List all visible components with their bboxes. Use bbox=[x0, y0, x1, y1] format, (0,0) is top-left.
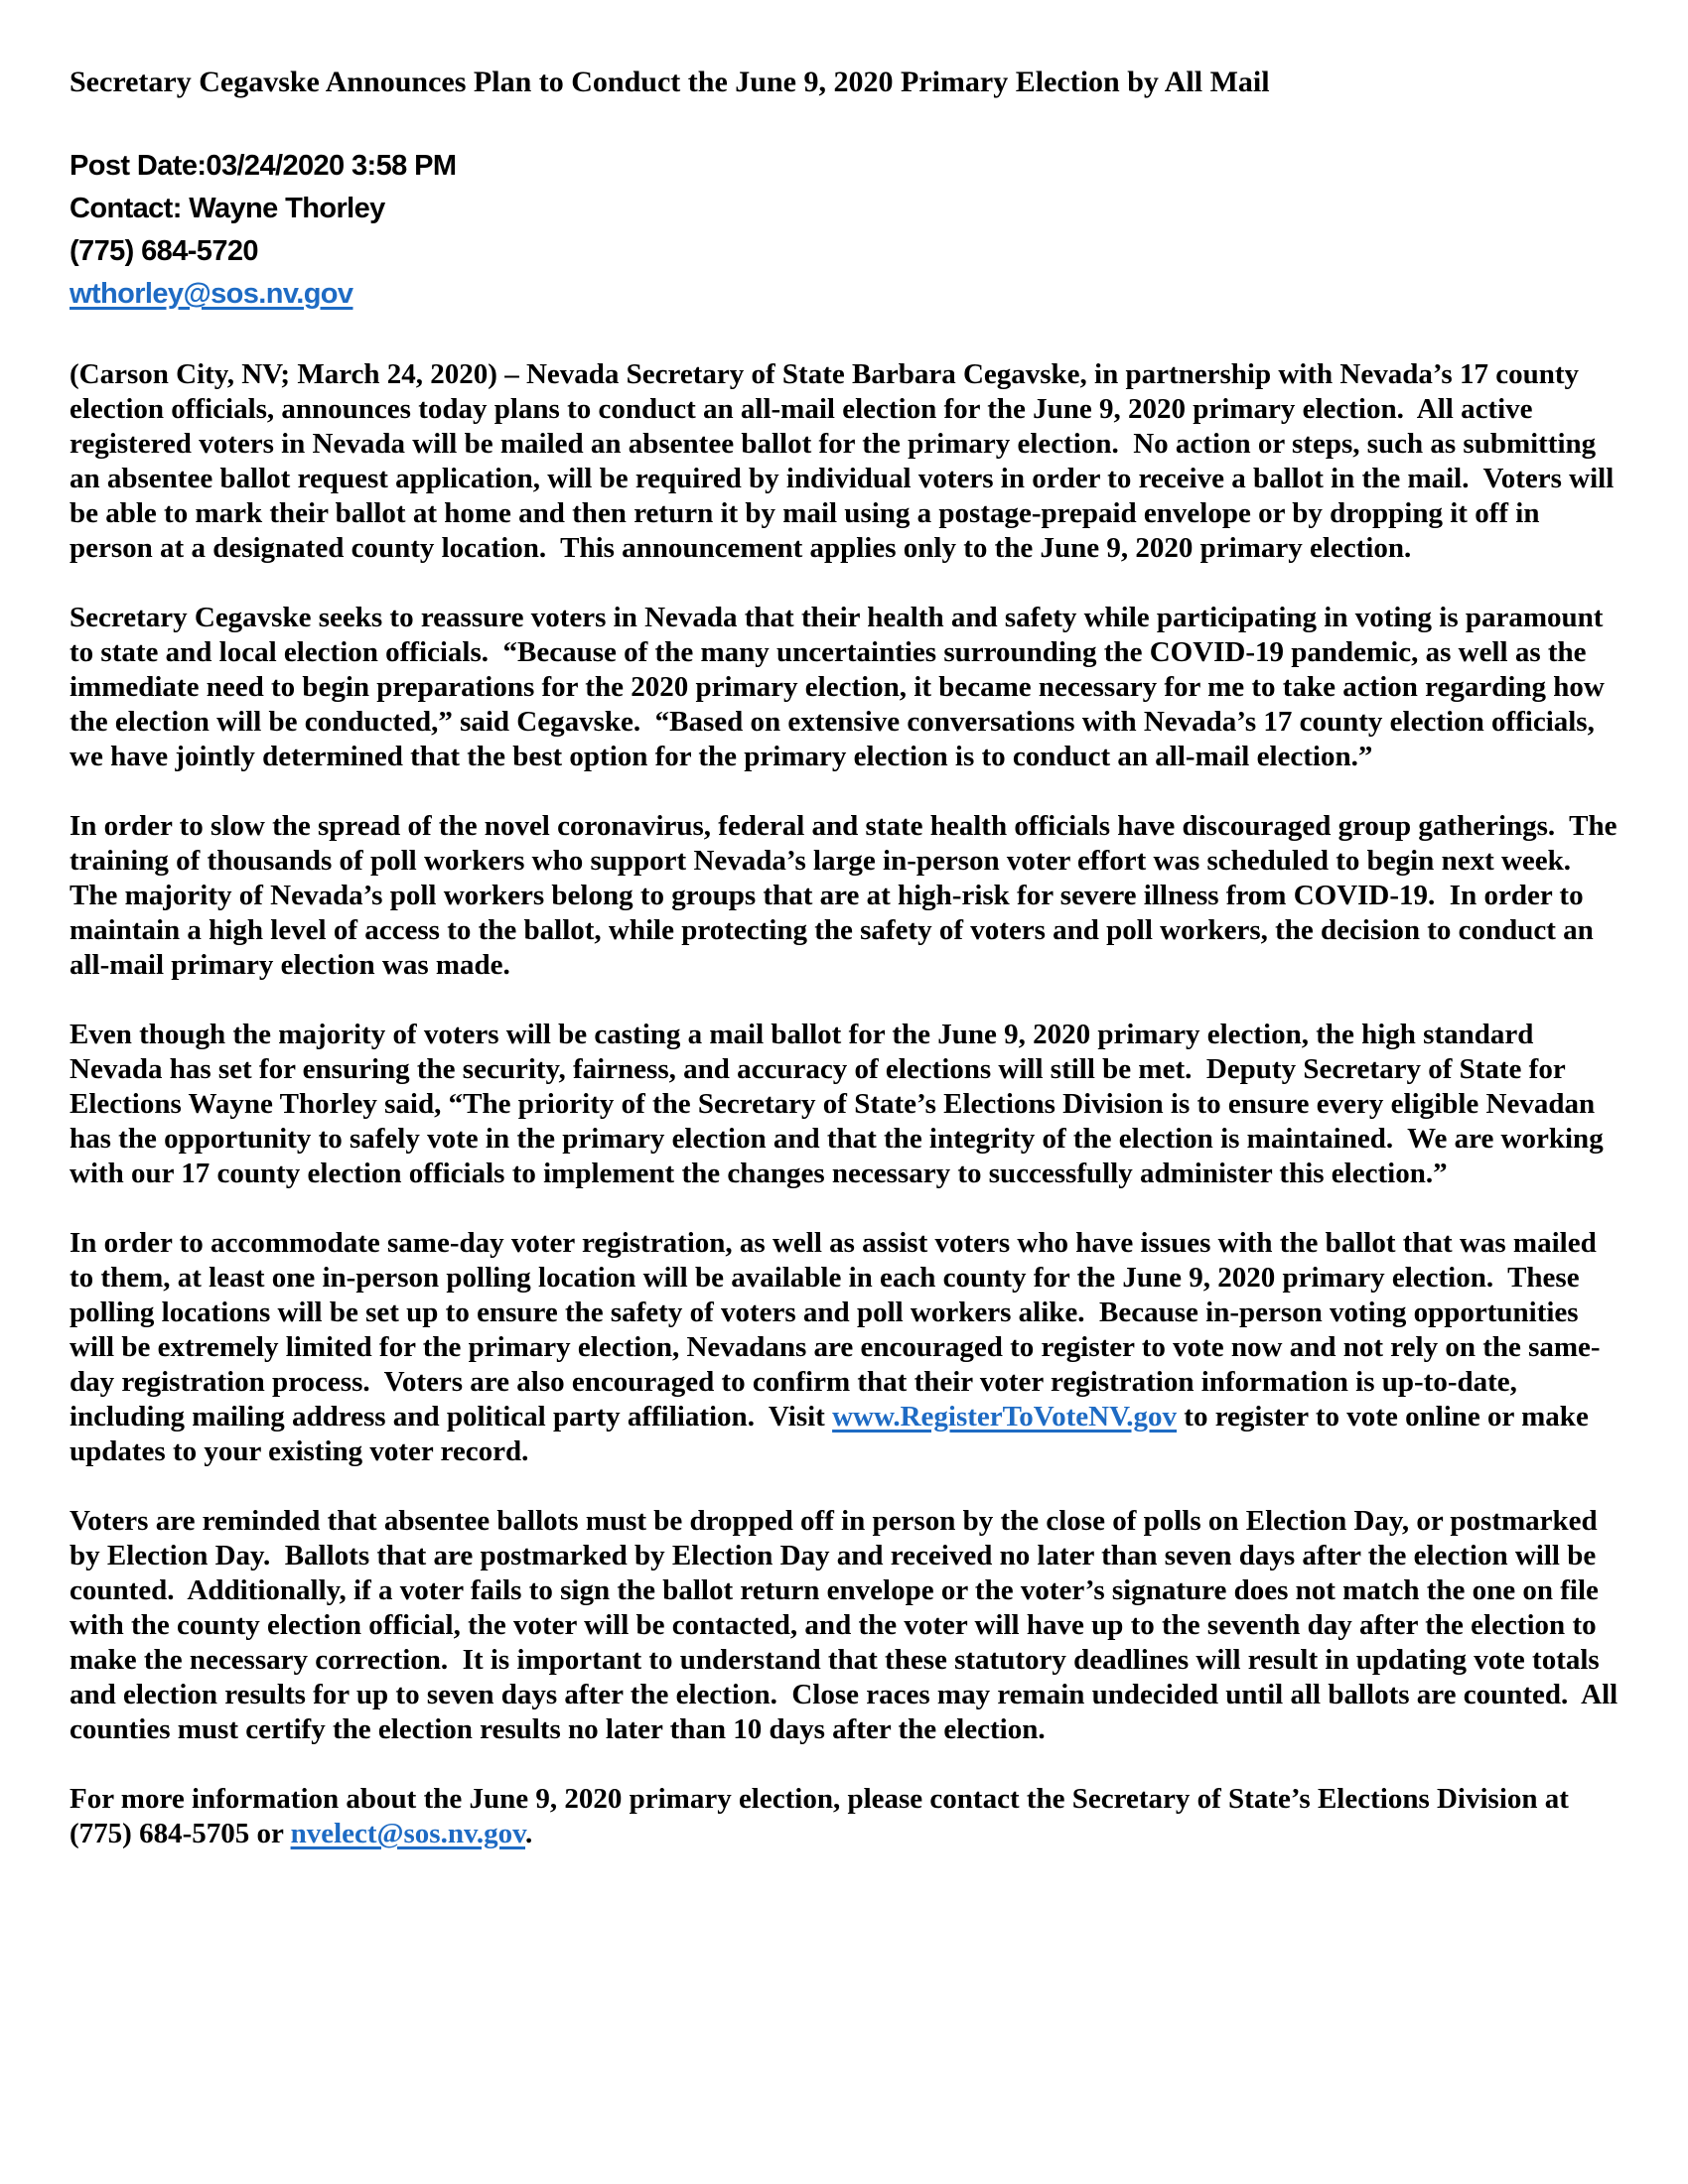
paragraph-reassurance-quote bbox=[70, 601, 1618, 774]
contact-name: Contact: Wayne Thorley bbox=[70, 193, 385, 224]
elections-email-link[interactable]: nvelect@sos.nv.gov bbox=[290, 1818, 526, 1849]
paragraph-registration-info bbox=[70, 1226, 1618, 1469]
paragraph-coronavirus-rationale bbox=[70, 809, 1624, 983]
paragraph-announcement bbox=[70, 357, 1621, 566]
post-date: Post Date:03/24/2020 3:58 PM bbox=[70, 150, 457, 182]
paragraph-more-information bbox=[70, 1782, 1618, 1851]
paragraph-ballot-deadlines bbox=[70, 1504, 1625, 1747]
paragraph-text: In order to accommodate same-day voter registration, as well as assist voters who have issues with the ballot that was mailed to them, at least one in-person polling location will be available in each county for the June 9, 2020 primary election. These polling locations will be set up to ensure the safety of voters and poll workers alike. Because in-person voting opportunities will be extremely limited for the primary election, Nevadans are encouraged to register to vote now and not rely on the same-day registration process. Voters are also encouraged to confirm that their voter registration information is up-to-date, including mailing address and political party affiliation. Visit bbox=[70, 1227, 1604, 1433]
paragraph-text: Voters are reminded that absentee ballots must be dropped off in person by the close of polls on Election Day, or postmarked by Election Day. Ballots that are postmarked by Election Day and received no later than seven days after the election will be counted. Additionally, if a voter fails to sign the ballot return envelope or the voter’s signature does not match the one on file with the county election official, the voter will be contacted, and the voter will have up to the seventh day after the election to make the necessary correction. It is important to understand that these statutory deadlines will result in updating vote totals and election results for up to seven days after the election. Close races may remain undecided until all ballots are counted. All counties must certify the election results no later than 10 days after the election. bbox=[70, 1505, 1625, 1745]
paragraph-security-quote bbox=[70, 1018, 1618, 1191]
paragraph-text: Even though the majority of voters will be casting a mail ballot for the June 9, 2020 primary election, the high standard Nevada has set for ensuring the security, fairness, and accuracy of elections will still be met. Deputy Secretary of State for Elections Wayne Thorley said, “The priority of the Secretary of State’s Elections Division is to ensure every eligible Nevadan has the opportunity to safely vote in the primary election and that the integrity of the election is maintained. We are working with our 17 county election officials to implement the changes necessary to successfully administer this election.” bbox=[70, 1019, 1611, 1189]
register-to-vote-link[interactable]: www.RegisterToVoteNV.gov bbox=[832, 1401, 1178, 1433]
paragraph-text: (Carson City, NV; March 24, 2020) – Nevada Secretary of State Barbara Cegavske, in partnership with Nevada’s 17 county election officials, announces today plans to conduct an all-mail election for the June 9, 2020 primary election. All active registered voters in Nevada will be mailed an absentee ballot for the primary election. No action or steps, such as submitting an absentee ballot request application, will be required by individual voters in order to receive a ballot in the mail. Voters will be able to mark their ballot at home and then return it by mail using a postage-prepaid envelope or by dropping it off in person at a designated county location. This announcement applies only to the June 9, 2020 primary election. bbox=[70, 358, 1621, 564]
press-release-meta bbox=[70, 145, 1618, 316]
paragraph-text: Secretary Cegavske seeks to reassure voters in Nevada that their health and safety while participating in voting is paramount to state and local election officials. “Because of the many uncertainties surrounding the COVID-19 pandemic, as well as the immediate need to begin preparations for the 2020 primary election, it became necessary for me to take action regarding how the election will be conducted,” said Cegavske. “Based on extensive conversations with Nevada’s 17 county election officials, we have jointly determined that the best option for the primary election is to conduct an all-mail election.” bbox=[70, 602, 1613, 772]
paragraph-text: In order to slow the spread of the novel coronavirus, federal and state health officials have discouraged group gatherings. The training of thousands of poll workers who support Nevada’s large in-person voter effort was scheduled to begin next week. The majority of Nevada’s poll workers belong to groups that are at high-risk for severe illness from COVID-19. In order to maintain a high level of access to the ballot, while protecting the safety of voters and poll workers, the decision to conduct an all-mail primary election was made. bbox=[70, 810, 1624, 981]
contact-email-link[interactable]: wthorley@sos.nv.gov bbox=[70, 278, 353, 310]
paragraph-text: to register to vote online or make updates to your existing voter record. bbox=[70, 1401, 1597, 1467]
page-title: Secretary Cegavske Announces Plan to Conduct the June 9, 2020 Primary Election by All Mail bbox=[70, 66, 1270, 98]
paragraph-text: For more information about the June 9, 2020 primary election, please contact the Secretary of State’s Elections Division at (775) 684-5705 or bbox=[70, 1783, 1577, 1849]
contact-email-line bbox=[70, 273, 1618, 316]
contact-phone: (775) 684-5720 bbox=[70, 235, 258, 267]
paragraph-text: . bbox=[525, 1818, 533, 1849]
